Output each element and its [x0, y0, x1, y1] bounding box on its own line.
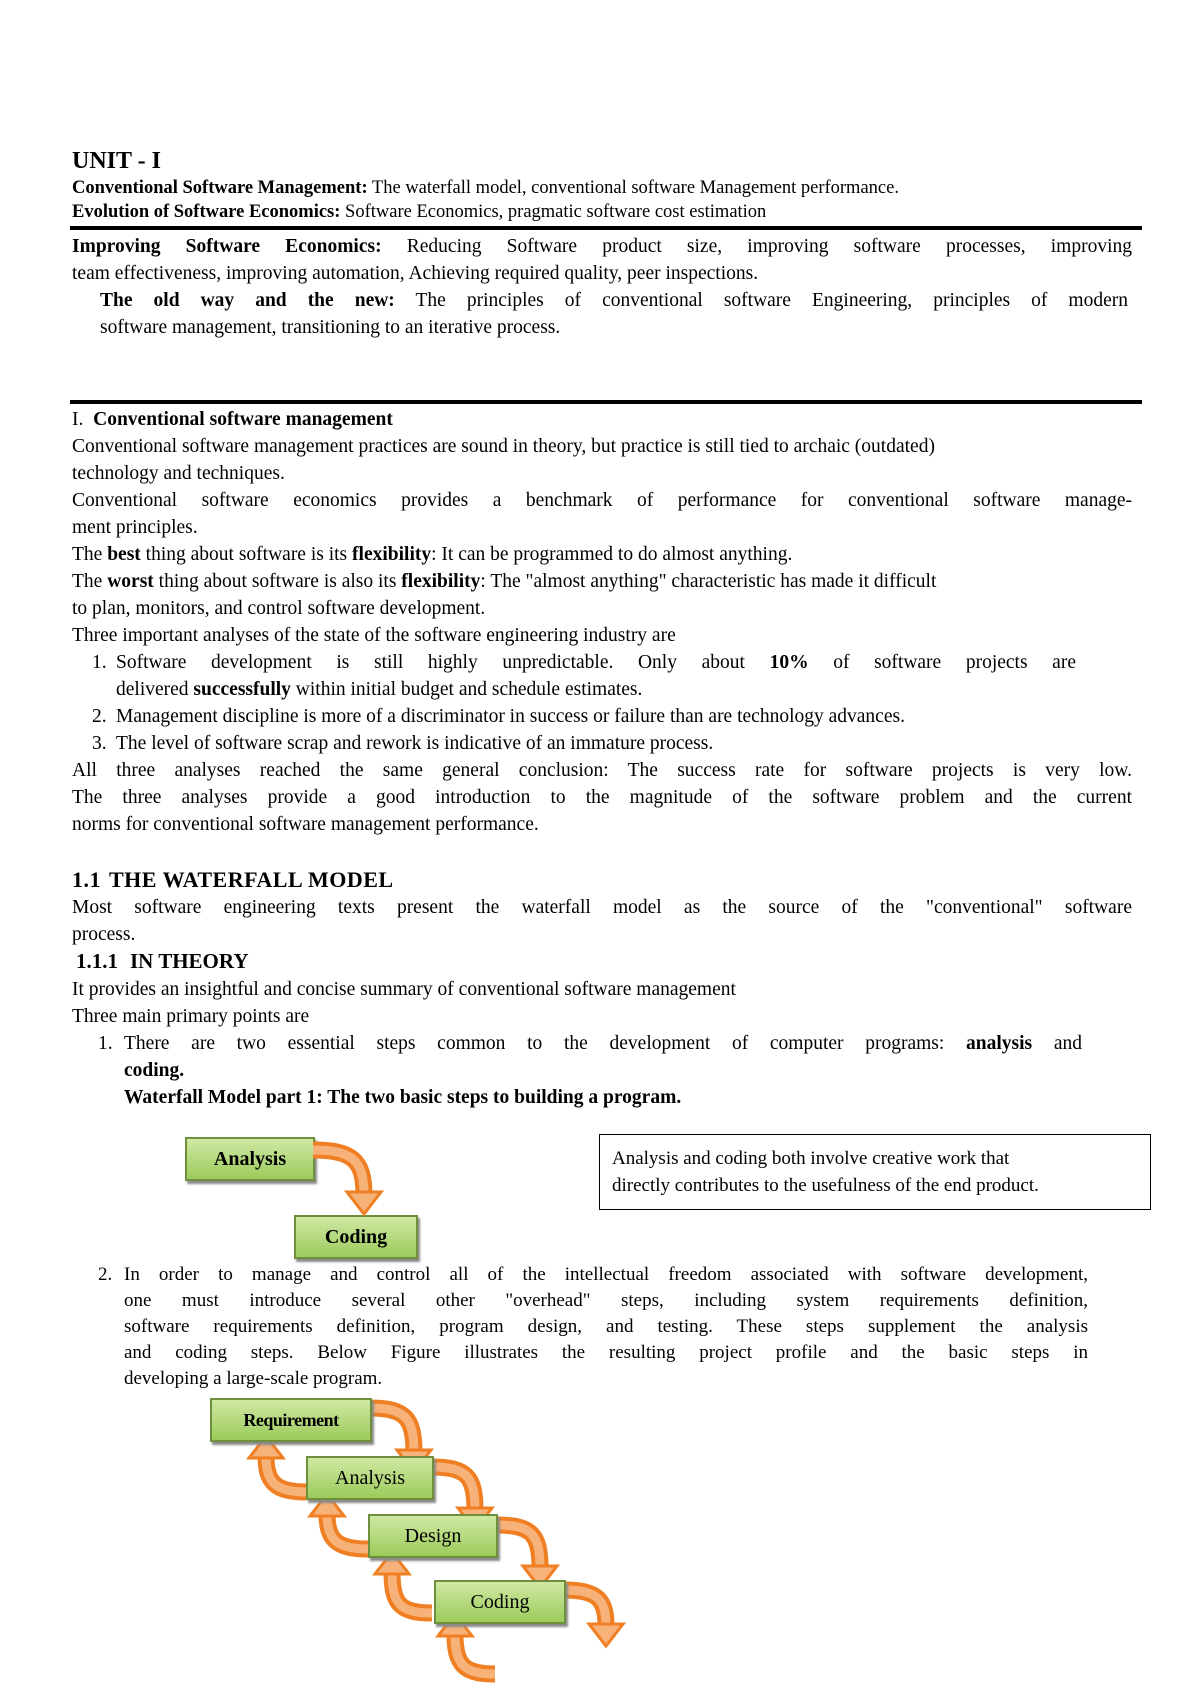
improving-label: Improving Software Economics: [72, 236, 382, 257]
worst-b: worst [107, 571, 154, 592]
best-c: thing about software is its [140, 544, 353, 565]
pt2-line-2: one must introduce several other "overhead" steps, including system requirements definition, [124, 1290, 1088, 1311]
pt2-line-1: In order to manage and control all of the intellectual freedom associated with software development, [124, 1264, 1088, 1285]
fig1-caption-text: Waterfall Model part 1: The two basic steps to building a program. [124, 1087, 682, 1108]
improving-line-2: team effectiveness, improving automation, Achieving required quality, peer inspections. [72, 263, 759, 284]
pt1-c: and [1032, 1033, 1082, 1054]
oldnew-line-2: software management, transitioning to an iterative process. [100, 317, 561, 338]
list-item-3-text: The level of software scrap and rework is indicative of an immature process. [116, 733, 714, 754]
section-1-number: I. [72, 409, 84, 430]
fig1-analysis-box: Analysis [185, 1137, 315, 1181]
point-2-number: 2. [98, 1264, 113, 1285]
fig2-coding-box: Coding [434, 1580, 566, 1624]
best-a: The [72, 544, 108, 565]
worst-c: thing about software is also its [153, 571, 402, 592]
fig2-backward-arrow-icon [455, 1634, 495, 1674]
best-d: flexibility [352, 544, 432, 565]
fig2-analysis-box: Analysis [306, 1456, 434, 1500]
fig2-forward-arrow-icon [497, 1525, 540, 1568]
pt2-line-5: developing a large-scale program. [124, 1368, 383, 1389]
s1-worst-line-2: to plan, monitors, and control software development. [72, 598, 486, 619]
header-line-1-label: Conventional Software Management: [72, 178, 368, 198]
s111-line-2: Three main primary points are [72, 1006, 310, 1027]
fig1-coding-box: Coding [294, 1215, 418, 1259]
list-item-2-text: Management discipline is more of a discriminator in success or failure than are technology advances. [116, 706, 905, 727]
unit-title: UNIT - I [72, 148, 161, 174]
worst-d: flexibility [401, 571, 481, 592]
worst-a: The [72, 571, 108, 592]
fig2-backward-arrow-icon [266, 1456, 306, 1492]
fig2-requirement-box: Requirement [210, 1398, 372, 1442]
s1-p2-line-2: ment principles. [72, 517, 198, 538]
fig1-note-line-1: Analysis and coding both involve creative work that [612, 1148, 1010, 1169]
fig2-forward-arrow-icon [370, 1408, 414, 1452]
s11-p-line-1: Most software engineering texts present the waterfall model as the source of the "conventional" software [72, 897, 1132, 918]
improving-text-1: Reducing Software product size, improving software processes, improving [381, 236, 1132, 257]
fig2-backward-arrow-icon [327, 1514, 368, 1549]
s1-conclusion-1: All three analyses reached the same general conclusion: The success rate for software projects is very low. [72, 760, 1132, 781]
s111-line-1: It provides an insightful and concise summary of conventional software management [72, 979, 736, 1000]
section-11-number: 1.1 [72, 867, 101, 892]
item1-b: 10% [769, 652, 809, 673]
pt2-line-3: software requirements definition, program design, and testing. These steps supplement the analysis [124, 1316, 1088, 1337]
header-line-1-text: The waterfall model, conventional software Management performance. [367, 178, 899, 198]
s1-p2-line-1: Conventional software economics provides a benchmark of performance for conventional software manage- [72, 490, 1132, 511]
fig2-backward-arrow-icon [392, 1572, 432, 1613]
pt1-a: There are two essential steps common to the development of computer programs: [124, 1033, 967, 1054]
fig2-design-box: Design [368, 1514, 498, 1558]
item1-c: of software projects are [808, 652, 1076, 673]
pt1-b: analysis [966, 1033, 1033, 1054]
s1-three-analyses: Three important analyses of the state of the software engineering industry are [72, 625, 676, 646]
list-number-1: 1. [92, 652, 107, 673]
s11-p-line-2: process. [72, 924, 136, 945]
pt1-l2: coding. [124, 1060, 185, 1081]
subsection-title: IN THEORY [130, 949, 249, 973]
item1-a: Software development is still highly unpredictable. Only about [116, 652, 770, 673]
section-11-title: THE WATERFALL MODEL [109, 867, 394, 892]
s1-conclusion-2: The three analyses provide a good introduction to the magnitude of the software problem and the current [72, 787, 1132, 808]
fig2-forward-arrow-icon [432, 1467, 475, 1510]
fig2-forward-arrow-icon [564, 1590, 606, 1626]
section-1-title: Conventional software management [93, 409, 393, 430]
best-b: best [107, 544, 141, 565]
worst-e: : The "almost anything" characteristic has made it difficult [480, 571, 937, 592]
item1-l2a: delivered [116, 679, 194, 700]
s1-p1-line-2: technology and techniques. [72, 463, 285, 484]
header-line-2-text: Software Economics, pragmatic software cost estimation [340, 202, 767, 222]
header-line-2-label: Evolution of Software Economics: [72, 202, 341, 222]
fig1-note-line-2: directly contributes to the usefulness of the end product. [612, 1175, 1039, 1196]
oldnew-label: The old way and the new: [100, 290, 395, 311]
point-1-number: 1. [98, 1033, 113, 1054]
list-number-2: 2. [92, 706, 107, 727]
oldnew-text-1: The principles of conventional software Engineering, principles of modern [394, 290, 1128, 311]
list-number-3: 3. [92, 733, 107, 754]
item1-l2b: successfully [193, 679, 291, 700]
s1-conclusion-3: norms for conventional software management performance. [72, 814, 539, 835]
pt2-line-4: and coding steps. Below Figure illustrates the resulting project profile and the basic steps in [124, 1342, 1088, 1363]
best-e: : It can be programmed to do almost anything. [431, 544, 793, 565]
item1-l2c: within initial budget and schedule estimates. [290, 679, 643, 700]
subsection-number: 1.1.1 [76, 949, 118, 973]
s1-p1-line-1: Conventional software management practices are sound in theory, but practice is still tied to archaic (outdated) [72, 436, 935, 457]
